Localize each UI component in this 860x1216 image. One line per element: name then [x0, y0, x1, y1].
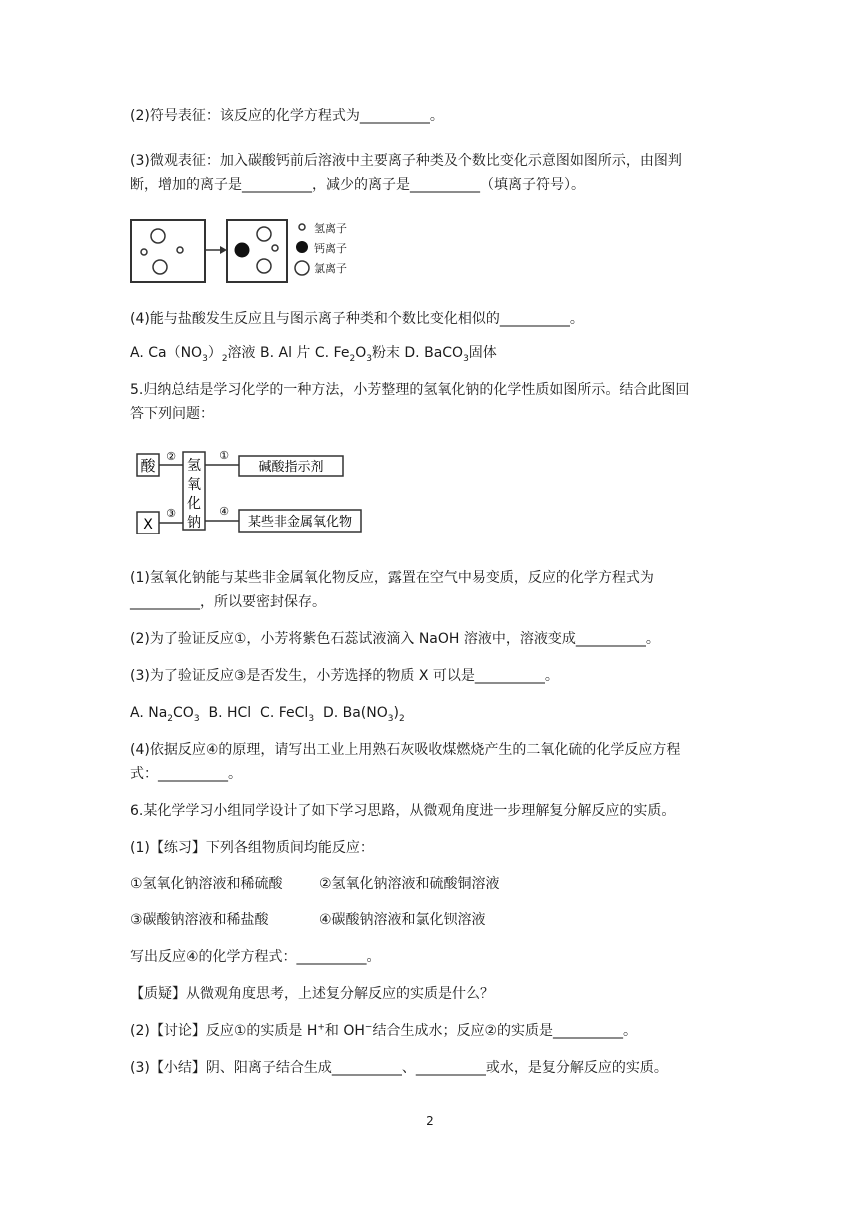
diagram-oxide-label: 某些非金属氧化物	[247, 515, 353, 530]
q6-part3: (3)【小结】阴、阳离子结合生成__________、__________或水，是复分解反应的实质。	[130, 1060, 668, 1076]
q6-reaction-4: ④碳酸钠溶液和氯化钡溶液	[319, 912, 486, 928]
q6-doubt: 【质疑】从微观角度思考，上述复分解反应的实质是什么？	[130, 986, 494, 1002]
q6-intro: 6.某化学学习小组同学设计了如下学习思路，从微观角度进一步理解复分解反应的实质。	[130, 803, 676, 819]
diagram-center-char-4: 钠	[187, 515, 201, 531]
legend-calcium-ion: 钙离子	[314, 242, 347, 255]
ion-legend	[314, 219, 347, 279]
legend-hydrogen-ion: 氢离子	[314, 222, 347, 235]
legend-chloride-ion: 氯离子	[314, 262, 347, 275]
q4-part3-line2: 断，增加的离子是__________，减少的离子是__________（填离子符号）。	[130, 177, 585, 193]
q6-reaction-2: ②氢氧化钠溶液和硫酸铜溶液	[319, 876, 500, 892]
q5-part3: (3)为了验证反应③是否发生，小芳选择的物质 X 可以是__________。	[130, 668, 559, 684]
diagram-center-char-1: 氢	[187, 458, 201, 474]
page-number: 2	[426, 1114, 434, 1128]
q5-part2: (2)为了验证反应①，小芳将紫色石蕊试液滴入 NaOH 溶液中，溶液变成__________。	[130, 631, 660, 647]
naoh-properties-diagram	[130, 448, 370, 534]
q5-part4-line1: (4)依据反应④的原理，请写出工业上用熟石灰吸收煤燃烧产生的二氧化硫的化学反应方程	[130, 742, 681, 758]
diagram-num-1: ①	[219, 449, 229, 462]
q5-part4-line2: 式：__________。	[130, 766, 242, 782]
q4-part2: (2)符号表征：该反应的化学方程式为__________。	[130, 108, 444, 124]
q5-part1-line2: __________，所以要密封保存。	[130, 594, 326, 610]
diagram-x-label: X	[143, 517, 153, 533]
q4-part4: (4)能与盐酸发生反应且与图示离子种类和个数比变化相似的__________。	[130, 311, 584, 327]
q5-intro-line2: 答下列问题：	[130, 406, 214, 422]
q6-part2: (2)【讨论】反应①的实质是 H+和 OH−结合生成水；反应②的实质是__________。	[130, 1022, 638, 1039]
q5-part1-line1: (1)氢氧化钠能与某些非金属氧化物反应，露置在空气中易变质，反应的化学方程式为	[130, 570, 654, 586]
diagram-center-char-3: 化	[187, 496, 201, 512]
q4-options: A. $Ca(NO_3)_2$溶液 B. Al 片 C. $Fe_2O_3$粉末 D. BaCO$_3$固体	[130, 345, 497, 364]
q5-options: A. $Na_2CO_3$ B. HCl C. FeCl$_3$ D. $Ba(NO_3)_2$	[130, 705, 405, 724]
diagram-acid-label: 酸	[140, 457, 156, 475]
q6-reaction-1: ①氢氧化钠溶液和稀硫酸	[130, 876, 283, 892]
q6-reaction-3: ③碳酸钠溶液和稀盐酸	[130, 912, 269, 928]
diagram-indicator-label: 碱酸指示剂	[258, 460, 324, 475]
diagram-num-3: ③	[166, 507, 176, 520]
q6-write-equation: 写出反应④的化学方程式：__________。	[130, 949, 381, 965]
q6-part1: (1)【练习】下列各组物质间均能反应：	[130, 840, 374, 856]
diagram-center-char-2: 氧	[187, 477, 201, 493]
diagram-num-4: ④	[219, 505, 229, 518]
q4-part3-line1: (3)微观表征：加入碳酸钙前后溶液中主要离子种类及个数比变化示意图如图所示，由图判	[130, 153, 682, 169]
diagram-num-2: ②	[166, 450, 176, 463]
q5-intro-line1: 5.归纳总结是学习化学的一种方法，小芳整理的氢氧化钠的化学性质如图所示。结合此图回	[130, 382, 690, 398]
